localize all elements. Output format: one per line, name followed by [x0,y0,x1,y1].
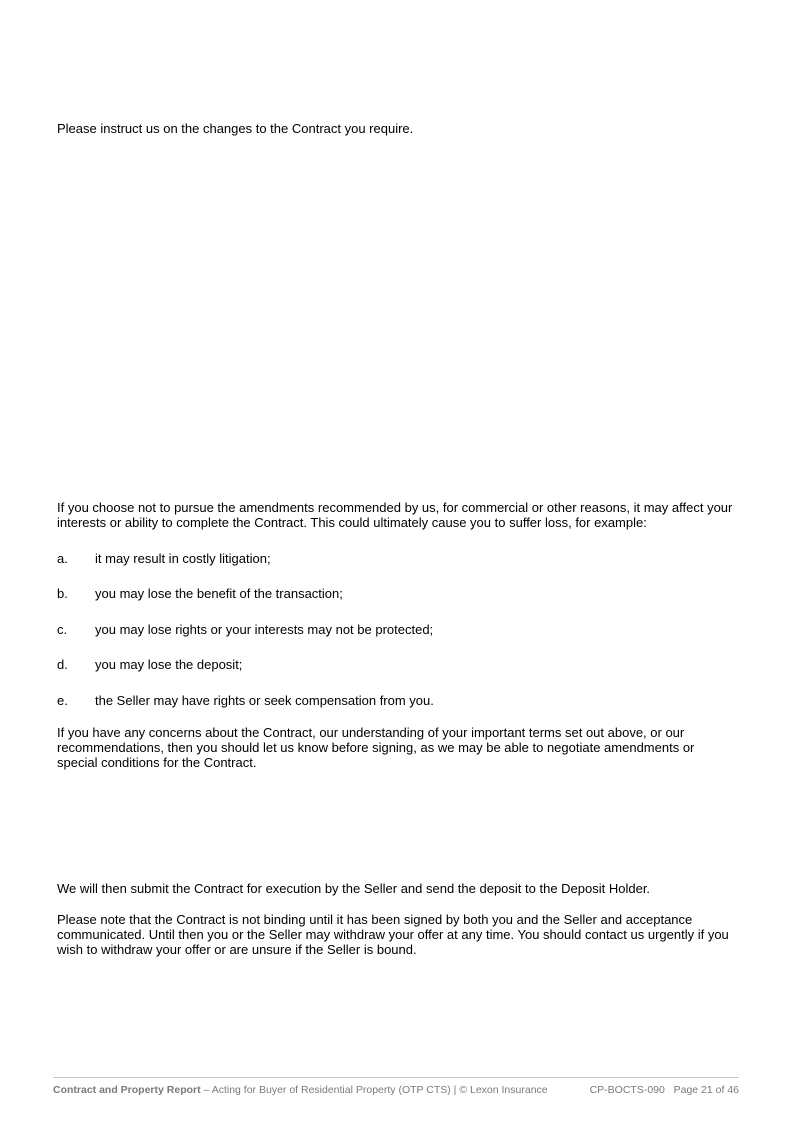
list-item-text: you may lose the deposit; [95,657,243,672]
footer-document-code: CP-BOCTS-090 [589,1084,665,1096]
footer-right [590,1084,739,1096]
submit-paragraph: We will then submit the Contract for execution by the Seller and send the deposit to the Deposit Holder. [57,881,651,896]
list-item-text: you may lose rights or your interests may not be protected; [95,622,434,637]
list-item-text: the Seller may have rights or seek compensation from you. [95,693,434,708]
list-item-text: it may result in costly litigation; [95,551,271,566]
concerns-paragraph: If you have any concerns about the Contract, our understanding of your important terms set out above, or our recommendations, then you should let us know before signing, as we may be able to negotiate amendments or special conditions for the Contract. [57,725,695,770]
footer-divider [53,1077,739,1078]
list-item [57,586,737,601]
footer-report-title: Contract and Property Report [53,1084,201,1096]
list-item [57,622,737,637]
footer-page-number: Page 21 of 46 [673,1084,739,1096]
list-item [57,657,737,672]
footer-report-subtitle: – Acting for Buyer of Residential Property (OTP CTS) | © Lexon Insurance [200,1084,548,1096]
instruct-changes-paragraph: Please instruct us on the changes to the Contract you require. [57,121,414,136]
list-marker: a. [57,551,68,566]
page-footer [53,1084,739,1096]
list-marker: b. [57,586,68,601]
binding-note-paragraph: Please note that the Contract is not binding until it has been signed by both you and the Seller and acceptance communicated. Until then you or the Seller may withdraw your offer at any time. You should contact us urgently if you wish to withdraw your offer or are unsure if the Seller is bound. [57,912,729,957]
list-marker: d. [57,657,68,672]
list-marker: e. [57,693,68,708]
list-item [57,551,737,566]
amendments-intro-paragraph: If you choose not to pursue the amendments recommended by us, for commercial or other reasons, it may affect your interests or ability to complete the Contract. This could ultimately cause you to suffer loss, for example: [57,500,733,530]
list-marker: c. [57,622,68,637]
list-item [57,693,737,708]
list-item-text: you may lose the benefit of the transaction; [95,586,343,601]
